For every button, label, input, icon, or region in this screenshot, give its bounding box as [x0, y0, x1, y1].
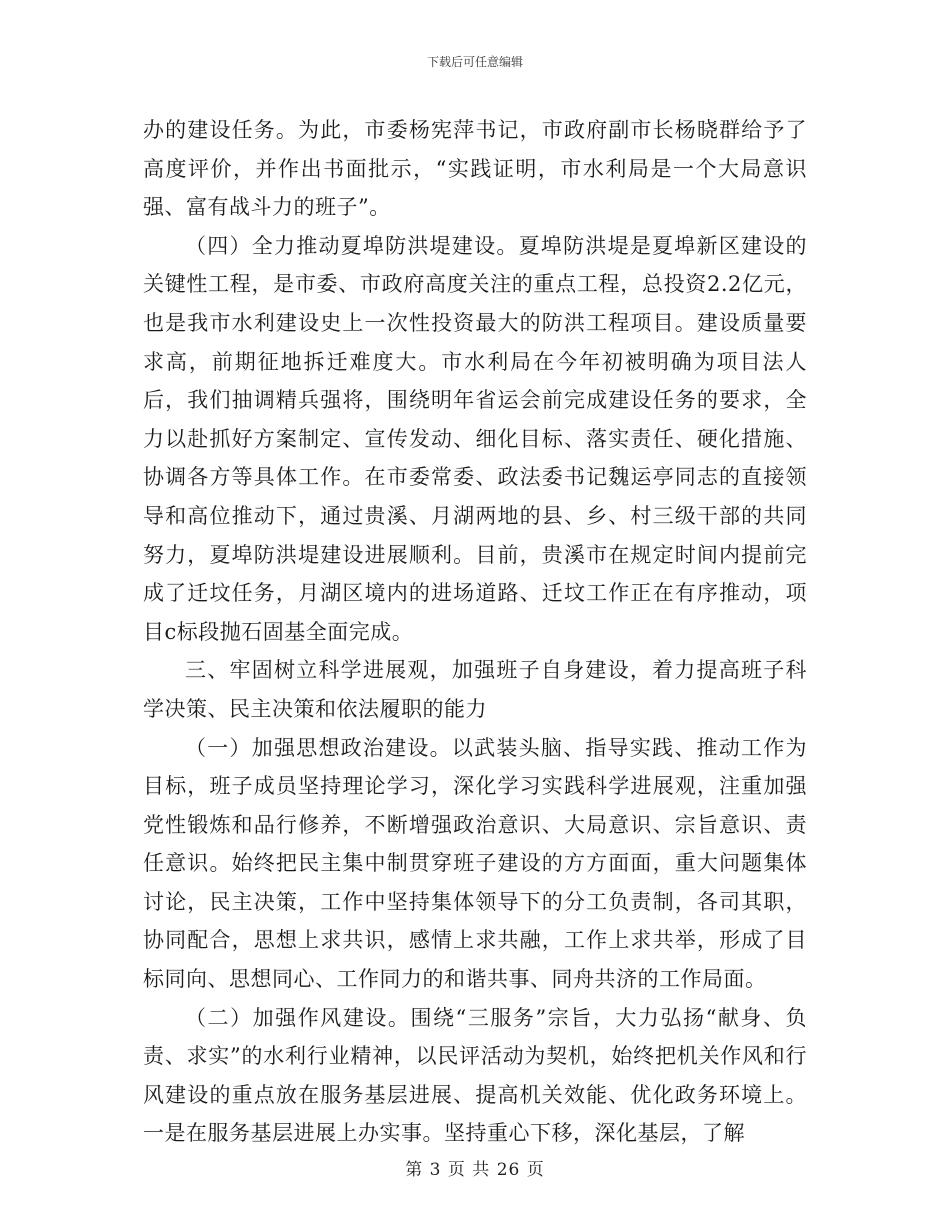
paragraph-5: （二）加强作风建设。围绕“三服务”宗旨，大力弘扬“献身、负责、求实”的水利行业精神，以民评活动为契机，始终把机关作风和行风建设的重点放在服务基层进展、提高机关效能、优化政务环境上。一是在服务基层进展上办实事。坚持重心下移，深化基层，了解: [143, 1005, 807, 1146]
paragraph-1: 办的建设任务。为此，市委杨宪萍书记，市政府副市长杨晓群给予了高度评价，并作出书面批示，“实践证明，市水利局是一个大局意识强、富有战斗力的班子”。: [143, 118, 807, 220]
page-header-note: 下载后可任意编辑: [426, 55, 523, 69]
paragraph-4: （一）加强思想政治建设。以武装头脑、指导实践、推动工作为目标，班子成员坚持理论学习，深化学习实践科学进展观，注重加强党性锻炼和品行修养，不断增强政治意识、大局意识、宗旨意识、责任意识。始终把民主集中制贯穿班子建设的方方面面，重大问题集体讨论，民主决策，工作中坚持集体领导下的分工负责制，各司其职，协同配合，思想上求共识，感情上求共融，工作上求共举，形成了目标同向、思想同心、工作同力的和谐共事、同舟共济的工作局面。: [143, 735, 807, 992]
paragraph-2: （四）全力推动夏埠防洪堤建设。夏埠防洪堤是夏埠新区建设的关键性工程，是市委、市政府高度关注的重点工程，总投资2.2亿元，也是我市水利建设史上一次性投资最大的防洪工程项目。建设质量要求高，前期征地拆迁难度大。市水利局在今年初被明确为项目法人后，我们抽调精兵强将，围绕明年省运会前完成建设任务的要求，全力以赴抓好方案制定、宣传发动、细化目标、落实责任、硬化措施、协调各方等具体工作。在市委常委、政法委书记魏运亭同志的直接领导和高位推动下，通过贵溪、月湖两地的县、乡、村三级干部的共同努力，夏埠防洪堤建设进展顺利。目前，贵溪市在规定时间内提前完成了迁坟任务，月湖区境内的进场道路、迁坟工作正在有序推动，项目c标段抛石固基全面完成。: [143, 233, 807, 644]
document-body: [143, 111, 807, 1153]
paragraph-3: 三、牢固树立科学进展观，加强班子自身建设，着力提高班子科学决策、民主决策和依法履职的能力: [143, 658, 807, 721]
page-number-footer: 第 3 页 共 26 页: [405, 1160, 545, 1180]
